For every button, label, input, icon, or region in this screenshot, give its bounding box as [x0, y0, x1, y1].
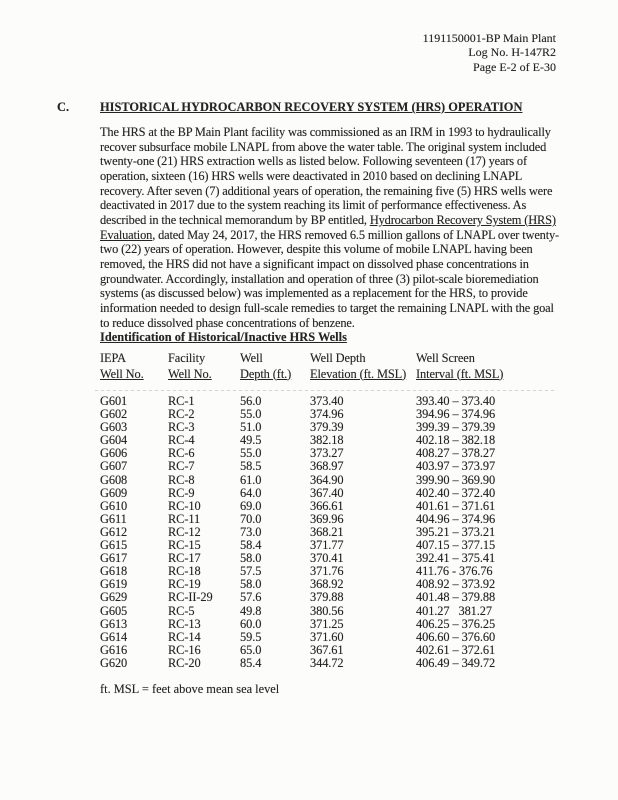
table-row [100, 474, 558, 487]
table-cell: 65.0 [240, 642, 262, 657]
table-cell: G618 [100, 564, 128, 579]
header-line-log-no: Log No. H-147R2 [468, 45, 556, 60]
table-cell: G612 [100, 524, 128, 539]
table-column-header [416, 351, 558, 382]
table-cell: 367.40 [310, 485, 344, 500]
table-row [100, 618, 558, 631]
table-cell: RC-15 [168, 538, 201, 553]
column-header-line2: Well No. [168, 366, 212, 381]
paragraph-line: recovery. After seven (7) additional years of operation, the remaining five (5) HRS wells were [100, 183, 553, 198]
table-cell: 58.0 [240, 577, 262, 592]
body-paragraph [100, 125, 570, 330]
table-cell: 70.0 [240, 511, 262, 526]
table-cell: 411.76 - 376.76 [416, 564, 493, 579]
table-cell: G606 [100, 446, 128, 461]
column-header-line1: IEPA [100, 351, 126, 365]
table-cell: G617 [100, 551, 128, 566]
paragraph-line: The HRS at the BP Main Plant facility was commissioned as an IRM in 1993 to hydraulically [100, 125, 551, 139]
table-cell: RC-19 [168, 577, 201, 592]
paragraph-line: to reduce dissolved phase concentrations of benzene. [100, 315, 355, 330]
table-cell: 364.90 [310, 472, 344, 487]
paragraph-line: twenty-one (21) HRS extraction wells as listed below. Following seventeen (17) years of [100, 154, 527, 169]
table-cell: 69.0 [240, 498, 262, 513]
table-cell: RC-16 [168, 642, 201, 657]
underlined-text: Evaluation [100, 227, 153, 242]
table-cell: 58.4 [240, 538, 262, 553]
table-cell: G611 [100, 511, 127, 526]
table-row [100, 605, 558, 618]
table-cell: G613 [100, 616, 128, 631]
table-row [100, 631, 558, 644]
table-row [100, 591, 558, 604]
table-column-header [100, 351, 168, 382]
table-cell: RC-18 [168, 564, 201, 579]
table-cell: G602 [100, 407, 128, 422]
table-cell: 406.49 – 349.72 [416, 655, 496, 670]
table-column-header [168, 351, 240, 382]
paragraph-line: described in the technical memorandum by BP entitled, Hydrocarbon Recovery System (HRS) [100, 212, 556, 227]
table-cell: RC-14 [168, 629, 201, 644]
table-cell: 373.27 [310, 446, 344, 461]
table-cell: G603 [100, 420, 128, 435]
table-cell: 401.48 – 379.88 [416, 590, 496, 605]
column-header-line1: Well Depth [310, 351, 366, 365]
table-cell: 408.92 – 373.92 [416, 577, 496, 592]
table-cell: G620 [100, 655, 128, 670]
table-cell: 51.0 [240, 420, 262, 435]
table-cell: 369.96 [310, 511, 344, 526]
column-header-line1: Facility [168, 351, 206, 365]
table-cell: 380.56 [310, 603, 344, 618]
table-cell: 56.0 [240, 394, 262, 408]
table-cell: 371.60 [310, 629, 344, 644]
column-header-line2: Interval (ft. MSL) [416, 366, 504, 381]
table-cell: 371.25 [310, 616, 344, 631]
table-cell: RC-17 [168, 551, 201, 566]
table-row [100, 644, 558, 657]
table-body [100, 395, 558, 670]
table-cell: 402.40 – 372.40 [416, 485, 496, 500]
table-cell: 402.18 – 382.18 [416, 433, 496, 448]
table-cell: 58.0 [240, 551, 262, 566]
table-cell: 392.41 – 375.41 [416, 551, 496, 566]
table-cell: RC-3 [168, 420, 195, 435]
section-title: HISTORICAL HYDROCARBON RECOVERY SYSTEM (HRS) OPERATION [100, 100, 523, 114]
table-row [100, 460, 558, 473]
table-row [100, 657, 558, 670]
table-cell: RC-1 [168, 394, 195, 408]
table-cell: G614 [100, 629, 128, 644]
table-cell: 382.18 [310, 433, 344, 448]
column-header-line1: Well [240, 351, 263, 365]
paragraph-line: groundwater. Accordingly, installation and operation of three (3) pilot-scale bioremediation [100, 271, 539, 286]
wells-table [100, 351, 558, 670]
table-cell: RC-12 [168, 524, 201, 539]
table-cell: 85.4 [240, 655, 262, 670]
table-cell: RC-11 [168, 511, 201, 526]
paragraph-line: deactivated in 2017 due to the system reaching its limit of performance effectiveness. As [100, 198, 527, 213]
table-header [100, 351, 558, 382]
table-cell: 57.6 [240, 590, 262, 605]
table-cell: G629 [100, 590, 128, 605]
table-row [100, 487, 558, 500]
section-heading [57, 100, 522, 115]
table-header-row [100, 351, 558, 382]
table-cell: 406.25 – 376.25 [416, 616, 496, 631]
table-cell: 401.27 381.27 [416, 603, 492, 618]
table-cell: 64.0 [240, 485, 262, 500]
table-cell: 370.41 [310, 551, 344, 566]
table-cell: 55.0 [240, 407, 262, 422]
column-header-line2: Elevation (ft. MSL) [310, 366, 407, 381]
table-cell: 368.92 [310, 577, 344, 592]
table-cell: RC-2 [168, 407, 195, 422]
table-cell: G619 [100, 577, 128, 592]
table-cell: 408.27 – 378.27 [416, 446, 496, 461]
footnote: ft. MSL = feet above mean sea level [100, 682, 280, 696]
table-cell: G605 [100, 603, 128, 618]
table-cell: 367.61 [310, 642, 344, 657]
table-column-header [310, 351, 416, 382]
table-cell: 61.0 [240, 472, 262, 487]
table-cell: 57.5 [240, 564, 262, 579]
table-cell: RC-8 [168, 472, 195, 487]
table-cell: 73.0 [240, 524, 262, 539]
table-row [100, 500, 558, 513]
table-cell: 49.5 [240, 433, 262, 448]
table-cell: 374.96 [310, 407, 344, 422]
table-cell: 393.40 – 373.40 [416, 394, 496, 408]
table-cell: RC-4 [168, 433, 195, 448]
table-cell: 60.0 [240, 616, 262, 631]
table-column-header [240, 351, 310, 382]
table-cell: RC-10 [168, 498, 201, 513]
table-cell: 371.76 [310, 564, 344, 579]
table-cell: 399.90 – 369.90 [416, 472, 496, 487]
header-line-plant: 1191150001-BP Main Plant [422, 31, 556, 45]
table-cell: RC-20 [168, 655, 201, 670]
table-cell: 403.97 – 373.97 [416, 459, 496, 474]
table-cell: 366.61 [310, 498, 344, 513]
table-cell: 379.88 [310, 590, 344, 605]
table-cell: 55.0 [240, 446, 262, 461]
underlined-text: Hydrocarbon Recovery System (HRS) [369, 212, 556, 227]
table-cell: G604 [100, 433, 128, 448]
paragraph-line: recover subsurface mobile LNAPL from above the water table. The original system included [100, 139, 547, 154]
table-cell: 379.39 [310, 420, 344, 435]
table-row [100, 513, 558, 526]
table-cell: RC-7 [168, 459, 195, 474]
table-cell: G609 [100, 485, 128, 500]
table-cell: 406.60 – 376.60 [416, 629, 496, 644]
column-header-line1: Well Screen [416, 351, 475, 365]
table-cell: RC-9 [168, 485, 195, 500]
table-cell: 58.5 [240, 459, 262, 474]
paragraph-line: removed, the HRS did not have a significant impact on dissolved phase concentrations in [100, 256, 529, 271]
table-cell: G608 [100, 472, 128, 487]
table-cell: 371.77 [310, 538, 344, 553]
table-cell: 368.21 [310, 524, 344, 539]
table-cell: 59.5 [240, 629, 262, 644]
table-cell: 368.97 [310, 459, 344, 474]
table-cell: G610 [100, 498, 128, 513]
table-cell: 395.21 – 373.21 [416, 524, 496, 539]
table-cell: 402.61 – 372.61 [416, 642, 496, 657]
table-cell: 49.8 [240, 603, 262, 618]
section-label: C. [57, 100, 70, 114]
table-cell: G615 [100, 538, 128, 553]
paragraph-line: systems (as discussed below) was implemented as a replacement for the HRS, to provide [100, 286, 528, 301]
column-header-line2: Well No. [100, 366, 144, 381]
table-cell: 394.96 – 374.96 [416, 407, 496, 422]
table-cell: RC-II-29 [168, 590, 213, 605]
table-cell: RC-5 [168, 603, 195, 618]
table-cell: 399.39 – 379.39 [416, 420, 496, 435]
header-line-page-no: Page E-2 of E-30 [473, 59, 556, 74]
table-cell: 344.72 [310, 655, 344, 670]
table-cell: RC-13 [168, 616, 201, 631]
paragraph-line: two (22) years of operation. However, despite this volume of mobile LNAPL having been [100, 242, 533, 257]
paragraph-line: operation, sixteen (16) HRS wells were deactivated in 2010 based on declining LNAPL [100, 168, 523, 183]
table-cell: 373.40 [310, 394, 344, 408]
paragraph-line: information needed to design full-scale remedies to target the remaining LNAPL with the goal [100, 300, 554, 315]
table-cell: 407.15 – 377.15 [416, 538, 496, 553]
document-header [423, 31, 556, 74]
paragraph-line: Evaluation, dated May 24, 2017, the HRS removed 6.5 million gallons of LNAPL over twenty- [100, 227, 560, 242]
table-cell: 401.61 – 371.61 [416, 498, 496, 513]
table-cell: G607 [100, 459, 128, 474]
subsection-heading: Identification of Historical/Inactive HRS Wells [100, 330, 347, 344]
column-header-line2: Depth (ft.) [240, 366, 292, 381]
table-cell: G601 [100, 394, 128, 408]
table-cell: RC-6 [168, 446, 195, 461]
table-cell: G616 [100, 642, 128, 657]
table-cell: 404.96 – 374.96 [416, 511, 496, 526]
